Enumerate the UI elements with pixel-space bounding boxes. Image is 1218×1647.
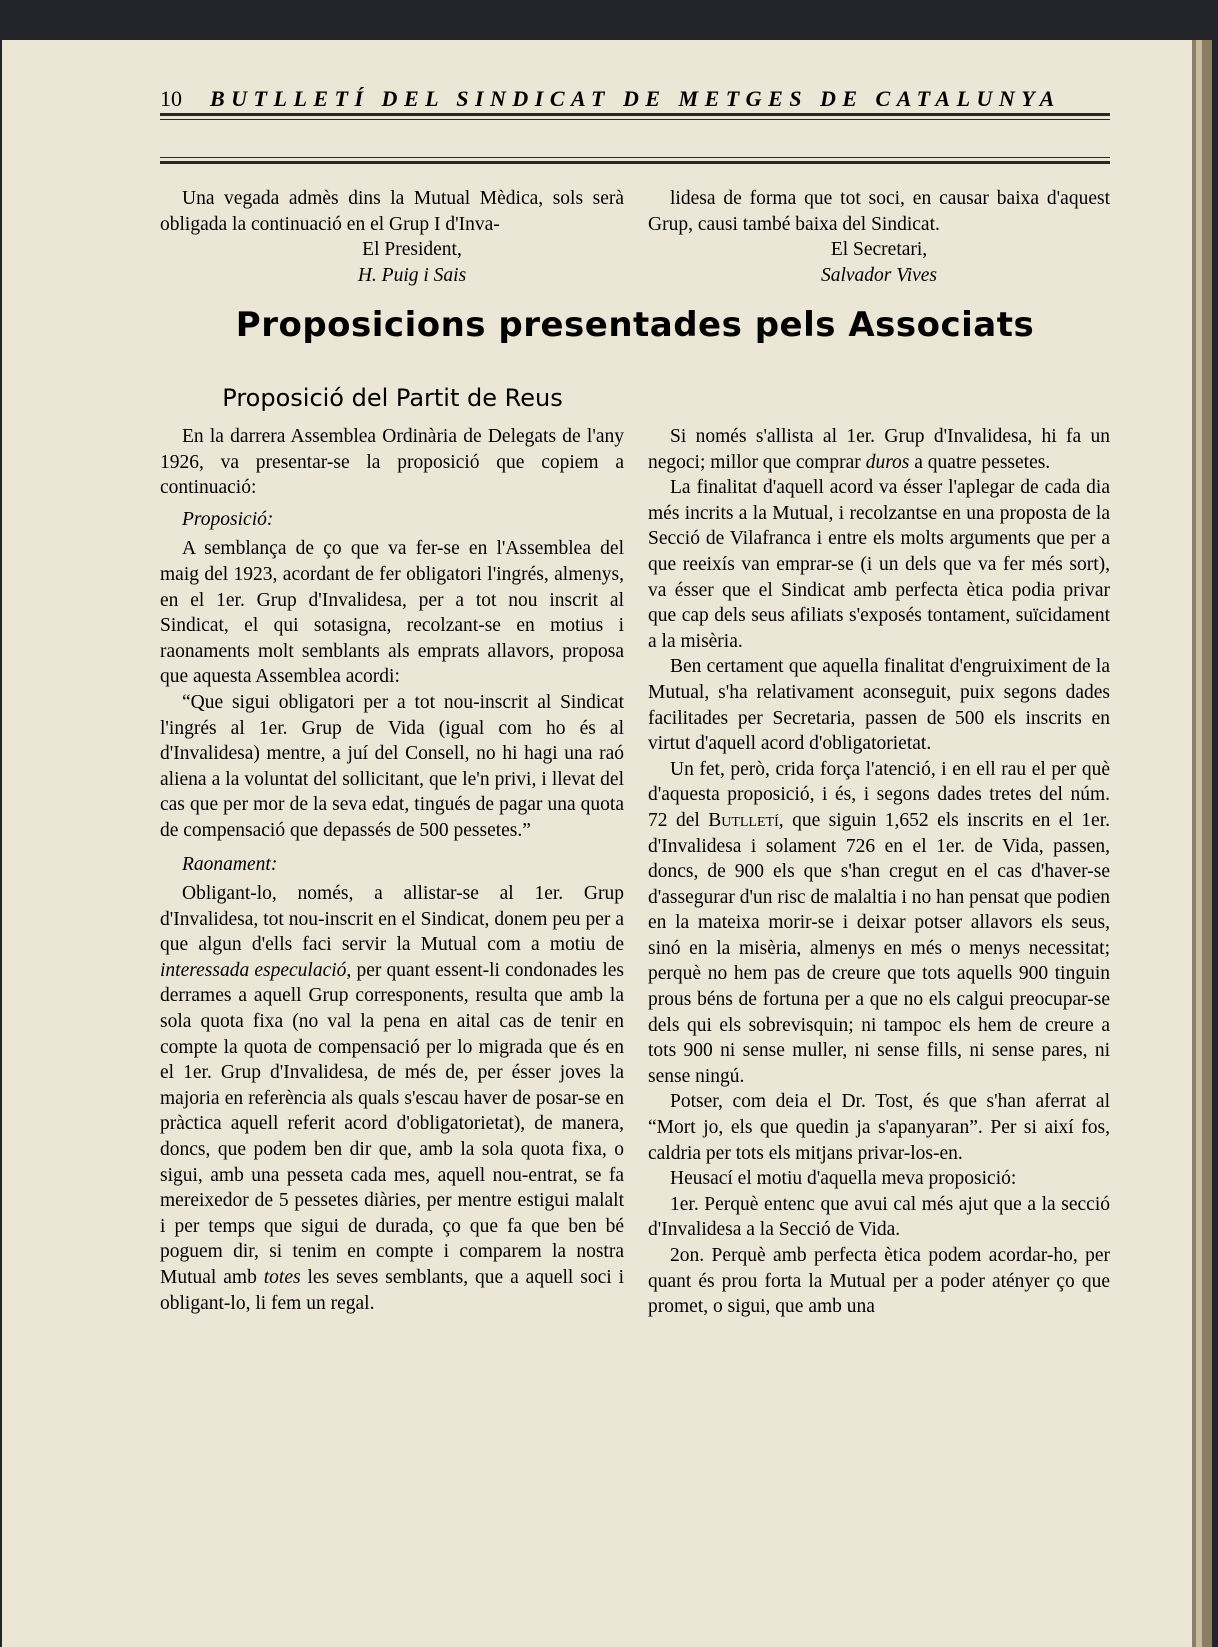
text-run: Si només s'allista al 1er. Grup d'Invalidesa, hi fa un negoci; millor que comprar — [648, 426, 1110, 473]
header-rule-bottom-thin — [160, 157, 1110, 158]
secretary-name: Salvador Vives — [820, 264, 938, 286]
text-run: Obligant-lo, només, a allistar-se al 1er. Grup d'Invalidesa, tot nou-inscrit en el Sindicat, donem peu per a que algun d'ells faci servir la Mutual com a motiu de — [160, 883, 624, 956]
right-column — [648, 424, 1110, 1320]
header-rule-top — [160, 113, 1110, 116]
secretary-role: El Secretari, — [830, 239, 928, 261]
left-paragraph-2: A semblança de ço que va fer-se en l'Assemblea del maig del 1923, acordant de fer obligatori l'ingrés, almenys, en el 1er. Grup d'Invalidesa, per a tot nou inscrit al Sindicat, el qui sotasigna, recolzant-se en motius i raonaments molt semblants als emprats allavors, proposa que aquesta Assemblea acordi: — [160, 538, 624, 688]
page-edge-highlight — [1196, 40, 1202, 1647]
right-paragraph-2: La finalitat d'aquell acord va ésser l'aplegar de cada dia més incrits a la Mutual, i recolzantse en una proposta de la Secció de Vilafranca i entre els molts arguments que per a que reeixís van emprar-se (i un dels que va fer més sort), va ésser que el Sindicat amb perfecta ètica podia privar que cap dels seus afiliats s'exposés tontament, suïcidament a la misèria. — [648, 477, 1110, 652]
right-paragraph-5: Potser, com deia el Dr. Tost, és que s'han aferrat al “Mort jo, els que quedin ja s'apanyaran”. Per si així fos, caldria per tots els mitjans privar-los-en. — [648, 1091, 1110, 1164]
left-paragraph-4 — [160, 881, 624, 1316]
emphasis: interessada especulació — [160, 959, 347, 981]
left-paragraph-3: “Que sigui obligatori per a tot nou-inscrit al Sindicat l'ingrés al 1er. Grup de Vida (igual com ho és al d'Invalidesa) mentre, a juí del Consell, no hi hagi una raó aliena a la voluntat del sollicitant, que le'n privi, i llevat del cas que per mor de la seva edat, tingués de pagar una quota de compensació que depassés de 500 pessetes.” — [160, 691, 624, 841]
right-paragraph-1 — [648, 424, 1110, 475]
left-paragraph-1: En la darrera Assemblea Ordinària de Delegats de l'any 1926, va presentar-se la proposició que copiem a continuació: — [160, 426, 624, 499]
right-paragraph-4 — [648, 757, 1110, 1090]
top-right-column — [648, 186, 1110, 288]
right-paragraph-6: Heusací el motiu d'aquella meva proposició: — [670, 1168, 1017, 1190]
president-role: El President, — [362, 239, 462, 261]
text-run: , que siguin 1,652 els inscrits en el 1er. d'Invalidesa i solament 726 en el 1er. de Vida, passen, doncs, de 900 els que s'han cregut en el cas d'haver-se d'assegurar d'un risc de malaltia i no han pensat que podien en la mateixa morir-se i deixar potser allavors els seus, sinó en la misèria, almenys en més o menys necessitat; perquè no hem pas de creure que tots aquells 900 tinguin prous béns de fortuna per a que no els calgui preocupar-se dels qui els sobrevisquin; ni tampoc els hem de creure a tots 900 ni sense muller, ni sense fills, ni sense pares, ni sense ningú. — [648, 809, 1110, 1087]
text-run: les seves semblants, que a aquell soci i obligant-lo, li fem un regal. — [160, 1267, 624, 1314]
label-proposicio: Proposició: — [182, 508, 274, 530]
top-left-text: Una vegada admès dins la Mutual Mèdica, sols serà obligada la continuació en el Grup I d'Inva- — [160, 188, 624, 235]
header-rule-top-thin — [160, 119, 1110, 120]
text-run: a quatre pessetes. — [909, 451, 1051, 473]
label-raonament: Raonament: — [182, 853, 278, 875]
main-title: Proposicions presentades pels Associats — [235, 305, 1035, 345]
top-left-column — [160, 186, 624, 288]
left-column — [160, 424, 624, 1316]
small-caps: Butlletí — [708, 809, 779, 831]
emphasis: totes — [263, 1267, 301, 1288]
top-right-text: lidesa de forma que tot soci, en causar baixa d'aquest Grup, causi també baixa del Sindicat. — [648, 188, 1110, 235]
right-paragraph-7: 1er. Perquè entenc que avui cal més ajut que a la secció d'Invalidesa a la Secció de Vida. — [648, 1193, 1110, 1241]
text-run: Un fet, però, crida força l'atenció, i en ell rau el per què d'aquesta proposició, i és, i segons dades tretes del núm. 72 del — [648, 758, 1110, 831]
page-edge — [1192, 40, 1212, 1647]
right-paragraph-3: Ben certament que aquella finalitat d'engruiximent de la Mutual, s'ha relativament aconseguit, puix segons dades facilitades per Secretaria, passen de 500 els inscrits en virtut d'aquell acord d'obligatorietat. — [648, 656, 1110, 755]
running-header: BUTLLETÍ DEL SINDICAT DE METGES DE CATALUNYA — [210, 86, 1061, 111]
header-rule-bottom — [160, 161, 1110, 164]
sub-title: Proposició del Partit de Reus — [222, 384, 563, 412]
page-number: 10 — [160, 86, 182, 111]
president-name: H. Puig i Sais — [357, 264, 467, 286]
text-run: , per quant essent-li condonades les derrames a aquell Grup corresponents, resulta que amb la sola quota fixa (no val la pena en aital cas de tenir en compte la quota de compensació per lo migrada que és en el 1er. Grup d'Invalidesa, de més de, per ésser joves la majoria en referència als quals s'escau haver de posar-se en pràctica aquell referit acord d'obligatorietat), de manera, doncs, que podem ben dir que, amb la sola quota fixa, o sigui, amb una pesseta cada mes, aquell nou-entrat, se fa mereixedor de 5 pessetes diàries, per mentre estigui malalt i per temps que sigui de durada, ço que fa que ben bé poguem dir, si tenim en compte i comparem la nostra Mutual amb — [160, 959, 625, 1288]
right-paragraph-8: 2on. Perquè amb perfecta ètica podem acordar-ho, per quant és prou forta la Mutual per a poder atényer ço que promet, o sigui, que amb una — [648, 1245, 1110, 1318]
emphasis: duros — [865, 451, 910, 473]
